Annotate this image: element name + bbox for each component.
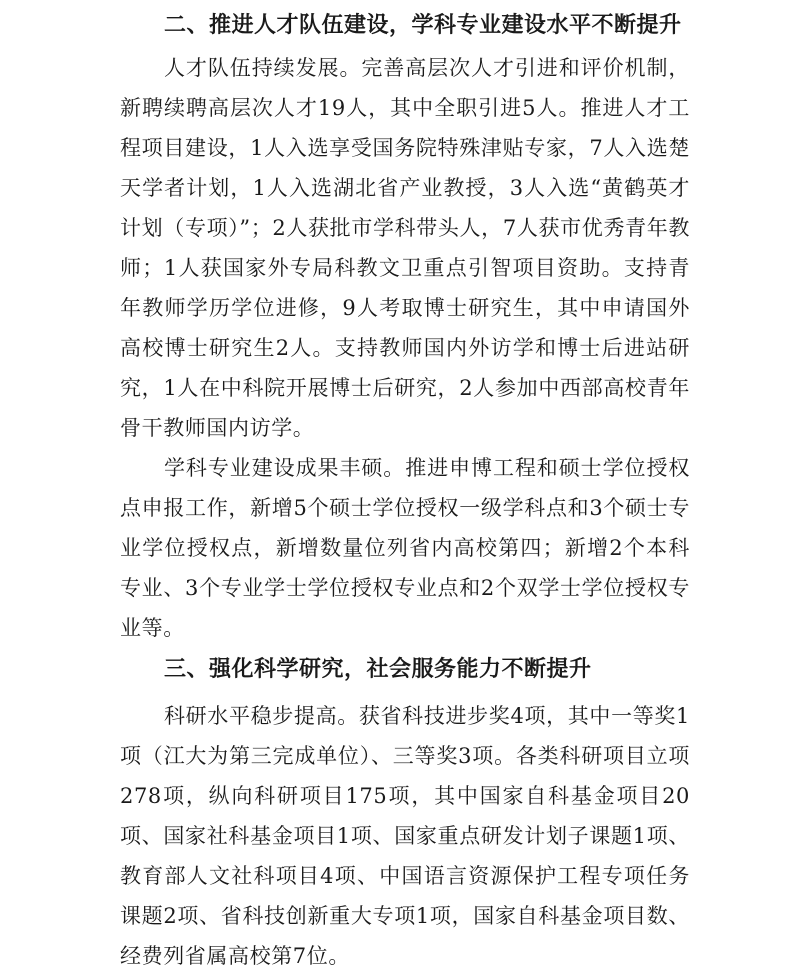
paragraph-research-level: 科研水平稳步提高。获省科技进步奖4项，其中一等奖1项（江大为第三完成单位）、三等奖3项。各类科研项目立项278项，纵向科研项目175项，其中国家自科基金项目20项、国家社科基金项目1项、国家重点研发计划子课题1项、教育部人文社科项目4项、中国语言资源保护工程专项任务课题2项、省科技创新重大专项1项，国家自科基金项目数、经费列省属高校第7位。: [120, 704, 690, 968]
section-heading-talent: 二、推进人才队伍建设，学科专业建设水平不断提升: [164, 13, 682, 38]
section-heading-research: 三、强化科学研究，社会服务能力不断提升: [164, 657, 592, 682]
paragraph-discipline-building: 学科专业建设成果丰硕。推进申博工程和硕士学位授权点申报工作，新增5个硕士学位授权一级学科点和3个硕士专业学位授权点，新增数量位列省内高校第四；新增2个本科专业、3个专业学士学位授权专业点和2个双学士学位授权专业等。: [120, 456, 690, 640]
document-page: [120, 0, 690, 976]
paragraph-talent-team: 人才队伍持续发展。完善高层次人才引进和评价机制，新聘续聘高层次人才19人，其中全职引进5人。推进人才工程项目建设，1人入选享受国务院特殊津贴专家，7人入选楚天学者计划，1人入选湖北省产业教授，3人入选“黄鹤英才计划（专项）”；2人获批市学科带头人，7人获市优秀青年教师；1人获国家外专局科教文卫重点引智项目资助。支持青年教师学历学位进修，9人考取博士研究生，其中申请国外高校博士研究生2人。支持教师国内外访学和博士后进站研究，1人在中科院开展博士后研究，2人参加中西部高校青年骨干教师国内访学。: [120, 56, 690, 440]
